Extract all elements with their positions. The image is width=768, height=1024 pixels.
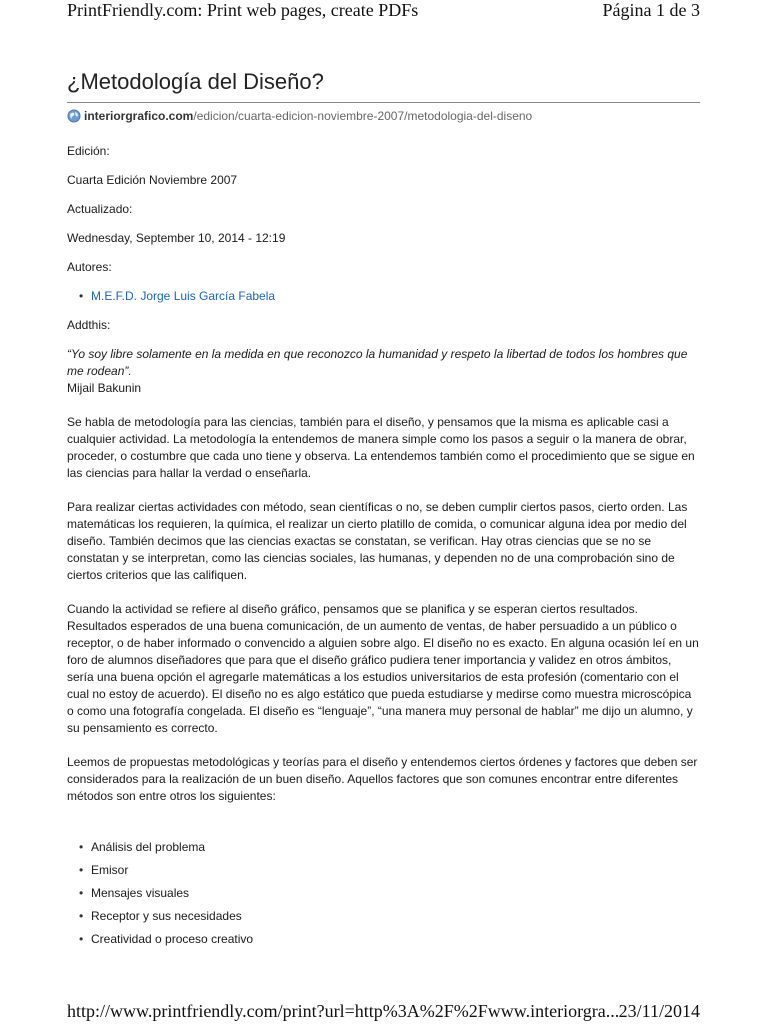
source-line bbox=[67, 107, 700, 125]
edition-label: Edición: bbox=[67, 144, 110, 158]
print-footer bbox=[67, 1001, 700, 1023]
source-path: /edicion/cuarta-edicion-noviembre-2007/metodologia-del-diseno bbox=[193, 108, 533, 123]
list-item: • Emisor bbox=[79, 862, 700, 879]
updated-value: Wednesday, September 10, 2014 - 12:19 bbox=[67, 231, 286, 245]
updated-label: Actualizado: bbox=[67, 202, 133, 216]
title-divider bbox=[67, 102, 700, 103]
list-item: • Creatividad o proceso creativo bbox=[79, 931, 700, 948]
list-item: • Receptor y sus necesidades bbox=[79, 908, 700, 925]
page-title: ¿Metodología del Diseño? bbox=[67, 69, 324, 94]
paragraph: Leemos de propuestas metodológicas y teorías para el diseño y entendemos ciertos órdenes y factores que deben ser considerados para la realización de un buen diseño. Aquellos factores que son comunes encontrar entre diferentes métodos son entre otros los siguientes: bbox=[67, 755, 698, 803]
article bbox=[67, 68, 700, 954]
print-header bbox=[67, 0, 700, 22]
paragraph: Cuando la actividad se refiere al diseño gráfico, pensamos que se planifica y se esperan ciertos resultados. Resultados esperados de una buena comunicación, de un aumento de ventas, de haber persuadido a un público o receptor, o de haber informado o convencido a alguien sobre algo. El diseño no es exacto. En alguna ocasión leí en un foro de alumnos diseñadores que para que el diseño gráfico pudiera tener importancia y validez en otros ámbitos, sería una buena opción el agregarle matemáticas a los estudios universitarios de esta profesión (comentario con el cual no estoy de acuerdo). El diseño no es algo estático que pueda estudiarse y medirse como muestra microscópica o como una fotografía congelada. El diseño es “lenguaje”, “una manera muy personal de hablar” me dijo un alumno, y su pensamiento es correcto. bbox=[67, 602, 699, 735]
author-item bbox=[79, 288, 700, 305]
site-title: PrintFriendly.com: Print web pages, create PDFs bbox=[67, 0, 419, 20]
addthis-label: Addthis: bbox=[67, 318, 111, 332]
paragraph: Para realizar ciertas actividades con método, sean científicas o no, se deben cumplir ciertos pasos, cierto orden. Las matemáticas los requieren, la química, el realizar un cierto platillo de comida, o comunicar alguna idea por medio del diseño. También decimos que las ciencias exactas se constatan, se verifican. Hay otras ciencias que se no se constatan y se interpretan, como las ciencias sociales, las humanas, y dependen no de una comprobación sino de ciertos criterios que las califiquen. bbox=[67, 500, 688, 582]
quote-text: “Yo soy libre solamente en la medida en que reconozco la humanidad y respeto la libertad de todos los hombres que me rodean”. bbox=[67, 347, 688, 378]
edition-value: Cuarta Edición Noviembre 2007 bbox=[67, 173, 238, 187]
methods-list bbox=[67, 839, 700, 948]
source-domain-link[interactable]: interiorgrafico.com bbox=[84, 108, 194, 123]
authors-list bbox=[67, 288, 700, 305]
footer-url: http://www.printfriendly.com/print?url=http%3A%2F%2Fwww.interiorgra... bbox=[67, 1001, 620, 1021]
page-indicator: Página 1 de 3 bbox=[602, 0, 700, 20]
paragraph: Se habla de metodología para las ciencias, también para el diseño, y pensamos que la misma es aplicable casi a cualquier actividad. La metodología la entendemos de manera simple como los pasos a seguir o la manera de obrar, proceder, o costumbre que cada uno tiene y observa. La entendemos también como el procedimiento que se sigue en las ciencias para hallar la verdad o enseñarla. bbox=[67, 415, 695, 480]
list-item: • Análisis del problema bbox=[79, 839, 700, 856]
globe-icon bbox=[67, 109, 81, 123]
quote-block bbox=[67, 346, 700, 397]
authors-label: Autores: bbox=[67, 260, 112, 274]
author-link[interactable]: M.E.F.D. Jorge Luis García Fabela bbox=[91, 289, 276, 303]
list-item: • Mensajes visuales bbox=[79, 885, 700, 902]
footer-date: 23/11/2014 bbox=[618, 1001, 700, 1021]
quote-author: Mijail Bakunin bbox=[67, 381, 142, 395]
